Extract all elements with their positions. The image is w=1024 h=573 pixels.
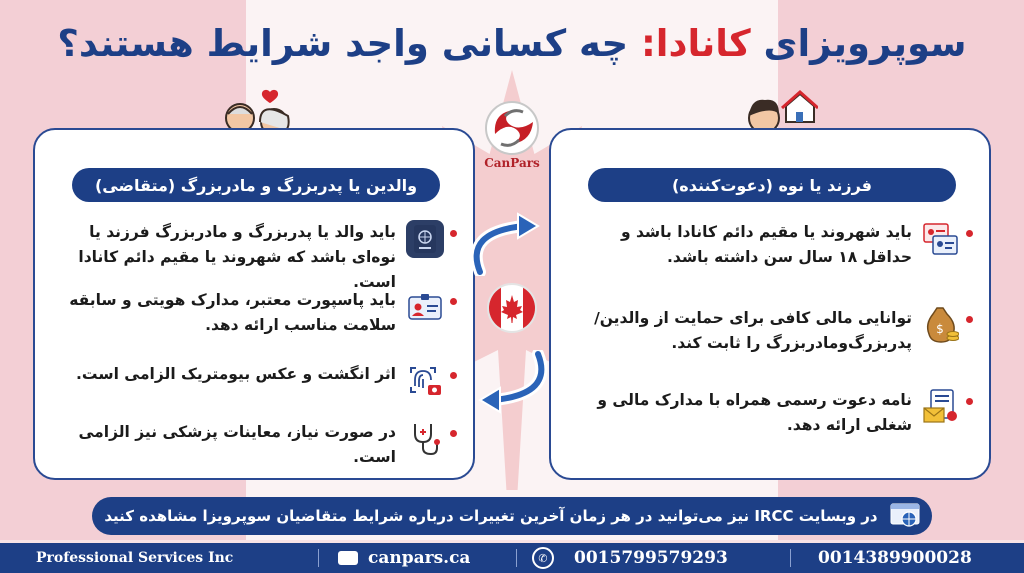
logo-text: CanPars <box>484 156 540 170</box>
sponsor-panel-header: فرزند یا نوه (دعوت‌کننده) <box>588 168 956 202</box>
applicant-panel-header: والدین یا پدربزرگ و مادربزرگ (متقاضی) <box>72 168 440 202</box>
sponsor-panel <box>549 128 991 480</box>
page-title: سوپرویزای کانادا: چه کسانی واجد شرایط هستند؟ <box>57 22 967 65</box>
list-item: در صورت نیاز، معاینات پزشکی نیز الزامی است. <box>47 420 457 470</box>
letter-icon <box>922 388 960 426</box>
footer-bar <box>0 543 1024 573</box>
documents-icon <box>922 220 960 258</box>
list-item: اثر انگشت و عکس بیومتریک الزامی است. <box>47 362 457 400</box>
canpars-logo <box>471 98 553 178</box>
divider <box>790 549 791 567</box>
whatsapp-icon: ✆ <box>532 547 554 569</box>
bullet-dot <box>450 298 457 305</box>
applicant-panel <box>33 128 475 480</box>
list-item: باید شهروند یا مقیم دائم کانادا باشد و حداقل ۱۸ سال سن داشته باشد. <box>563 220 973 270</box>
money-bag-icon <box>922 306 960 344</box>
stethoscope-icon <box>406 420 444 458</box>
fingerprint-icon <box>406 362 444 400</box>
list-item: نامه دعوت رسمی همراه با مدارک مالی و شغلی ارائه دهد. <box>563 388 973 438</box>
bullet-dot <box>966 230 973 237</box>
svg-text:$: $ <box>936 322 944 336</box>
arrow-right-icon <box>456 210 542 276</box>
id-card-icon <box>406 288 444 326</box>
arrow-left-icon <box>476 350 562 416</box>
main-phone[interactable]: 0014389900028 <box>818 548 972 568</box>
website-link[interactable]: canpars.ca <box>368 548 471 568</box>
whatsapp-phone[interactable]: 0015799579293 <box>574 548 728 568</box>
canpars-logo-mark <box>481 98 543 158</box>
website-icon <box>890 503 920 529</box>
divider <box>318 549 319 567</box>
bullet-dot <box>966 316 973 323</box>
bullet-dot <box>966 398 973 405</box>
bullet-dot <box>450 372 457 379</box>
divider <box>516 549 517 567</box>
bullet-dot <box>450 430 457 437</box>
canada-flag-icon <box>487 283 537 333</box>
list-item: باید والد یا پدربزرگ و مادربزرگ فرزند یا نوه‌ای باشد که شهروند یا مقیم دائم کانادا است. <box>47 220 457 295</box>
list-item: باید پاسپورت معتبر، مدارک هویتی و سابقه سلامت مناسب ارائه دهد. <box>47 288 457 338</box>
ircc-note-banner <box>92 497 932 535</box>
ircc-note-text: در وبسایت IRCC نیز می‌توانید در هر زمان آخرین تغییرات درباره شرایط متقاضیان سوپرویزا مشاهده کنید <box>104 507 878 525</box>
web-icon <box>338 551 358 565</box>
company-name: Professional Services Inc <box>36 550 234 566</box>
passport-icon <box>406 220 444 258</box>
list-item: $ توانایی مالی کافی برای حمایت از والدین/پدربزرگ‌ومادربزرگ را ثابت کند. <box>563 306 973 356</box>
